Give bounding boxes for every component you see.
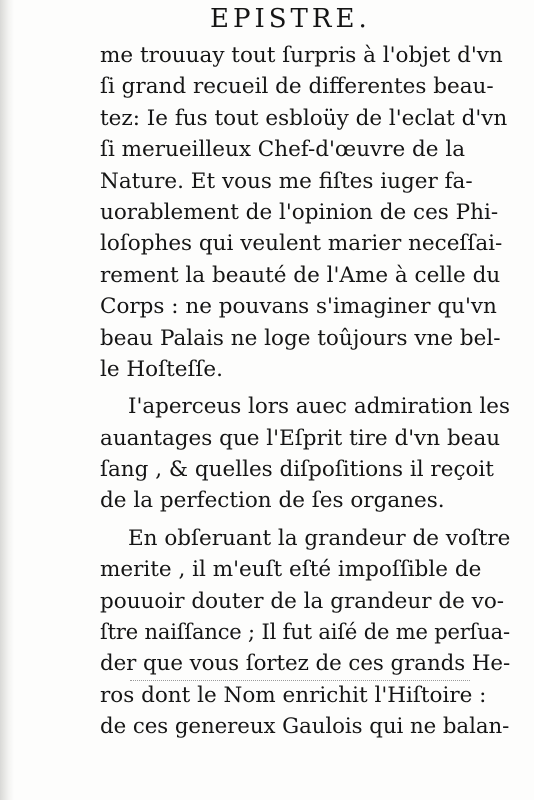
text-line: ſang , & quelles diſpoſitions il reçoit [100, 457, 494, 483]
text-line: auantages que l'Eſprit tire d'vn beau [100, 425, 501, 451]
text-line: En obſeruant la grandeur de voſtre [128, 525, 511, 551]
text-line: Nature. Et vous me fiſtes iuger fa- [100, 168, 473, 194]
text-line: pouuoir douter de la grandeur de vo- [100, 588, 505, 614]
text-line: rement la beauté de l'Ame à celle du [100, 262, 501, 288]
text-line: de la perfection de ſes organes. [100, 488, 445, 514]
text-line: uorablement de l'opinion de ces Phi- [100, 199, 499, 225]
text-line: le Hoſteſſe. [100, 356, 223, 382]
paragraph-2 [100, 391, 510, 517]
cut-off-text-remnant [130, 680, 470, 687]
running-head: EPISTRE. [210, 4, 371, 34]
text-line: de ces genereux Gaulois qui ne balan- [100, 714, 510, 740]
text-line: ſi grand recueil de differentes beau- [100, 74, 494, 100]
text-line: ros dont le Nom enrichit l'Hiſtoire : [100, 682, 487, 708]
text-line: merite , il m'euſt eſté impoſſible de [100, 557, 482, 583]
body-text [100, 40, 510, 743]
text-line: tez: Ie fus tout esbloüy de l'eclat d'vn [100, 105, 508, 131]
text-line: I'aperceus lors auec admiration les [128, 394, 510, 420]
text-line: loſophes qui veulent marier neceſſai- [100, 231, 503, 257]
text-line: ſi merueilleux Chef-d'œuvre de la [100, 137, 466, 163]
text-line: beau Palais ne loge toûjours vne bel- [100, 325, 501, 351]
text-line: der que vous ſortez de ces grands He- [100, 651, 511, 677]
page-gutter-shadow [0, 0, 14, 800]
text-line: me trouuay tout ſurpris à l'objet d'vn [100, 43, 503, 68]
paragraph-1 [100, 40, 510, 385]
text-line: Corps : ne pouvans s'imaginer qu'vn [100, 294, 497, 320]
text-line: ſtre naiſſance ; Il fut aiſé de me perſua- [100, 620, 510, 645]
paragraph-3 [100, 523, 510, 743]
